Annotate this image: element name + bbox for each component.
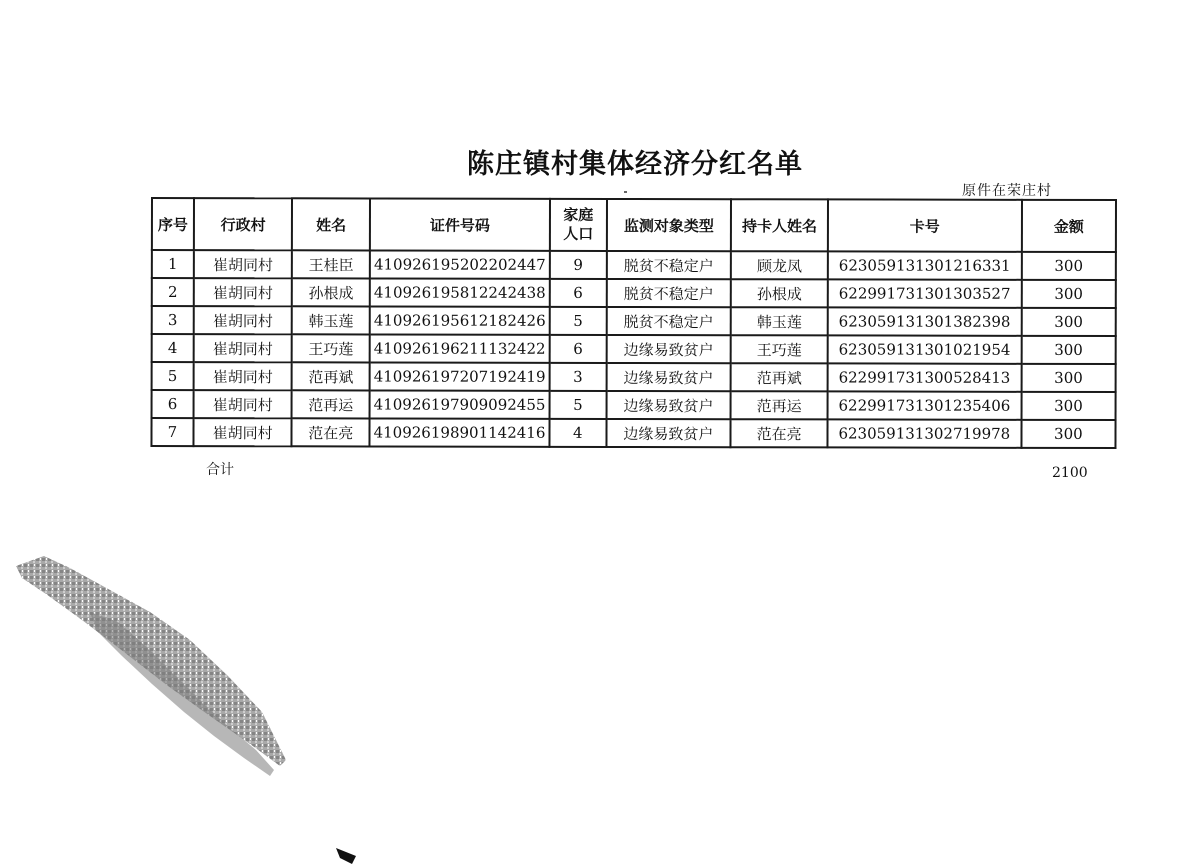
scan-speck	[624, 191, 627, 193]
cell-no: 3	[152, 306, 194, 334]
cell-amount: 300	[1021, 364, 1115, 392]
origin-note: 原件在荣庄村	[962, 183, 1052, 199]
cell-monitor-type: 边缘易致贫户	[606, 419, 731, 447]
table-row	[152, 362, 1116, 392]
cell-amount: 300	[1021, 420, 1115, 448]
cell-amount: 300	[1022, 280, 1116, 308]
cell-card-number: 623059131301021954	[828, 335, 1022, 363]
cell-household: 5	[550, 307, 607, 335]
cell-monitor-type: 边缘易致贫户	[606, 335, 731, 363]
cell-name: 王桂臣	[292, 250, 370, 278]
cell-card-number: 622991731301235406	[828, 391, 1022, 419]
cell-name: 范在亮	[292, 418, 370, 446]
cell-monitor-type: 脱贫不稳定户	[606, 251, 731, 279]
header-amount: 金额	[1022, 200, 1116, 252]
cell-card-number: 622991731300528413	[828, 363, 1022, 391]
cell-name: 范再运	[292, 390, 370, 418]
table-row	[151, 418, 1115, 448]
cell-village: 崔胡同村	[193, 418, 292, 446]
cell-no: 7	[151, 418, 193, 446]
cell-household: 6	[550, 279, 607, 307]
cell-id-number: 410926195812242438	[370, 278, 550, 306]
table-header	[152, 198, 1116, 252]
table-row	[152, 306, 1116, 336]
cell-name: 王巧莲	[292, 334, 370, 362]
cell-household: 5	[549, 391, 606, 419]
cell-no: 1	[152, 250, 194, 278]
table-row	[152, 278, 1116, 308]
cell-village: 崔胡同村	[193, 390, 292, 418]
cell-amount: 300	[1022, 252, 1116, 280]
cell-card-holder: 范再斌	[731, 363, 828, 391]
header-card-number: 卡号	[828, 199, 1022, 251]
cell-amount: 300	[1021, 308, 1115, 336]
cell-card-holder: 孙根成	[731, 279, 828, 307]
cell-id-number: 410926195612182426	[370, 306, 550, 334]
cell-monitor-type: 边缘易致贫户	[606, 391, 731, 419]
document-title: 陈庄镇村集体经济分红名单	[467, 149, 803, 180]
cell-card-holder: 范在亮	[731, 419, 828, 447]
cell-village: 崔胡同村	[194, 306, 293, 334]
total-label: 合计	[206, 462, 234, 478]
cell-monitor-type: 脱贫不稳定户	[606, 307, 731, 335]
table-row	[152, 390, 1116, 420]
cell-card-number: 623059131301216331	[828, 251, 1022, 279]
cell-village: 崔胡同村	[194, 334, 293, 362]
header-row	[152, 198, 1116, 252]
total-value: 2100	[1052, 465, 1088, 481]
cell-household: 4	[549, 419, 606, 447]
cell-household: 9	[550, 251, 607, 279]
cell-household: 6	[550, 335, 607, 363]
cell-card-holder: 范再运	[731, 391, 828, 419]
cell-id-number: 410926197207192419	[370, 362, 550, 390]
cell-no: 5	[152, 362, 194, 390]
cell-name: 韩玉莲	[292, 306, 370, 334]
cell-card-holder: 王巧莲	[731, 335, 828, 363]
cell-village: 崔胡同村	[193, 362, 292, 390]
cell-village: 崔胡同村	[194, 250, 293, 278]
cell-card-number: 623059131302719978	[827, 419, 1021, 447]
cell-no: 2	[152, 278, 194, 306]
table-row	[152, 250, 1116, 280]
cell-card-holder: 韩玉莲	[731, 307, 828, 335]
header-household-line1: 家庭	[563, 205, 594, 224]
header-name: 姓名	[292, 198, 370, 250]
header-household	[550, 199, 607, 251]
cell-amount: 300	[1021, 336, 1115, 364]
cell-monitor-type: 边缘易致贫户	[606, 363, 731, 391]
header-card-holder: 持卡人姓名	[731, 199, 828, 251]
cell-no: 4	[152, 334, 194, 362]
cell-amount: 300	[1021, 392, 1115, 420]
cell-id-number: 410926197909092455	[370, 390, 550, 418]
cell-card-number: 622991731301303527	[828, 279, 1022, 307]
cell-card-number: 623059131301382398	[828, 307, 1022, 335]
cell-monitor-type: 脱贫不稳定户	[606, 279, 731, 307]
table-body	[151, 250, 1115, 448]
cell-household: 3	[550, 363, 607, 391]
cell-name: 孙根成	[292, 278, 370, 306]
dividend-roster-table	[150, 197, 1117, 449]
header-village: 行政村	[194, 198, 293, 250]
header-id-number: 证件号码	[370, 198, 550, 250]
scan-shadow-tail	[90, 612, 274, 776]
cell-name: 范再斌	[292, 362, 370, 390]
header-no: 序号	[152, 198, 194, 250]
cell-id-number: 410926196211132422	[370, 334, 550, 362]
header-monitor-type: 监测对象类型	[607, 199, 732, 251]
header-household-line2: 人口	[563, 224, 594, 243]
cell-id-number: 410926195202202447	[370, 250, 550, 278]
cell-village: 崔胡同村	[194, 278, 293, 306]
scan-shadow-band	[16, 556, 286, 766]
table-row	[152, 334, 1116, 364]
cell-id-number: 410926198901142416	[370, 418, 550, 446]
corner-fold-mark	[336, 848, 356, 864]
cell-card-holder: 顾龙凤	[731, 251, 828, 279]
cell-no: 6	[152, 390, 194, 418]
